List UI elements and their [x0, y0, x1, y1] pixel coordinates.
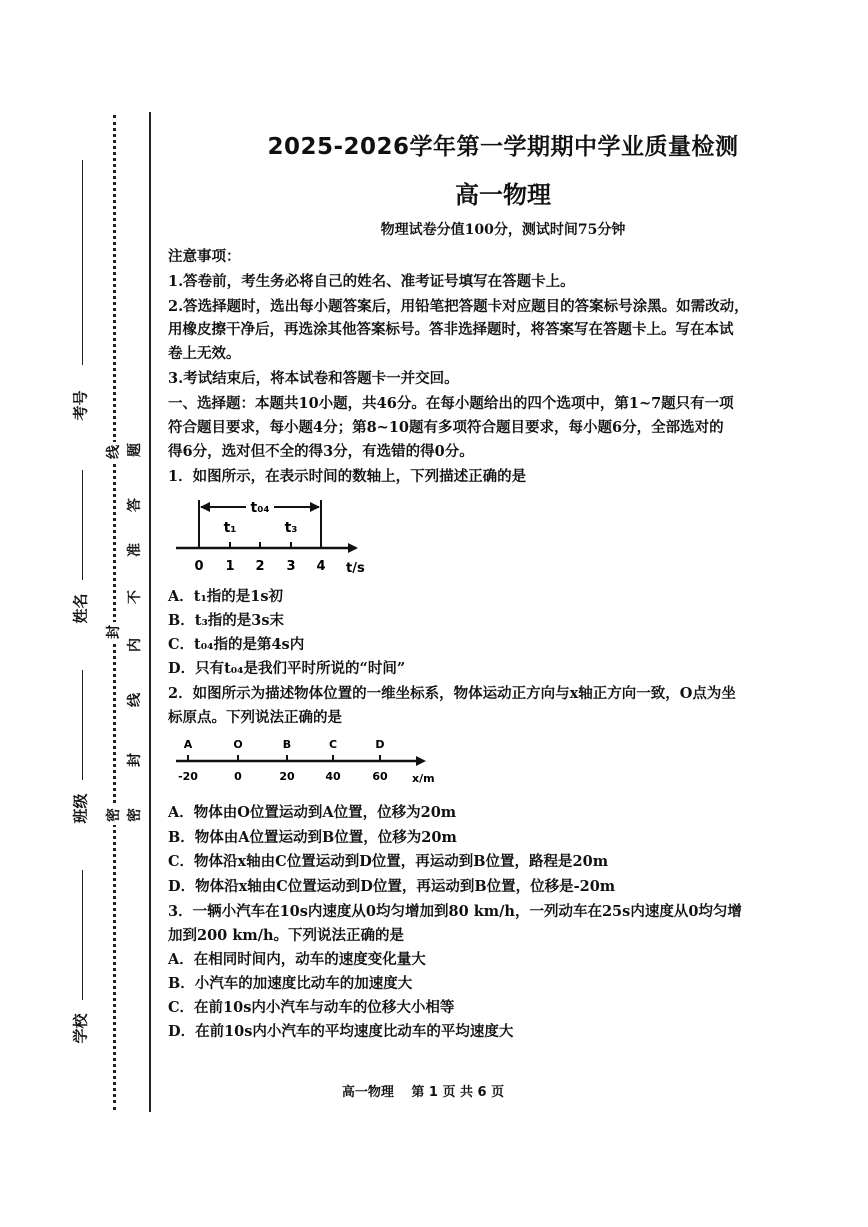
option-c: C．t₀₄指的是第4s内 [168, 636, 305, 653]
seal-char: 准 [127, 543, 143, 557]
question-stem: 3．一辆小汽车在10s内速度从0均匀增加到80 km/h，一列动车在25s内速度从0均匀增 [168, 903, 742, 920]
t1-label: t₁ [223, 520, 237, 536]
tick-label: 1 [225, 559, 235, 574]
exam-number-label: 考号 [71, 390, 90, 421]
point-label: C [328, 738, 338, 751]
seal-char: 不 [127, 590, 143, 604]
school-label: 学校 [71, 1013, 90, 1044]
seal-char: 封 [127, 753, 143, 767]
t3-label: t₃ [284, 520, 298, 536]
option-d: D．物体沿x轴由C位置运动到D位置，再运动到B位置，位移是-20m [168, 878, 616, 895]
notes-item: 2.答选择题时，选出每小题答案后，用铅笔把答题卡对应题目的答案标号涂黑。如需改动， [168, 298, 749, 315]
dotted-line-char: 线 [103, 442, 123, 462]
point-label: B [282, 738, 292, 751]
notes-heading: 注意事项： [168, 248, 241, 265]
notes-item: 3.考试结束后，将本试卷和答题卡一并交回。 [168, 370, 459, 387]
binding-solid-line [149, 112, 151, 1112]
axis-label: t/s [346, 561, 365, 576]
option-b: B．小汽车的加速度比动车的加速度大 [168, 975, 413, 992]
section-intro: 得6分，选对但不全的得3分，有选错的得0分。 [168, 443, 474, 460]
option-d: D．在前10s内小汽车的平均速度比动车的平均速度大 [168, 1023, 514, 1040]
value-label: 40 [325, 770, 341, 783]
notes-item: 卷上无效。 [168, 345, 241, 362]
tick-label: 2 [255, 559, 265, 574]
span-arrowhead-left [200, 502, 210, 512]
class-label: 班级 [71, 793, 90, 824]
option-a: A．在相同时间内，动车的速度变化量大 [168, 951, 426, 968]
option-a: A．物体由O位置运动到A位置，位移为20m [168, 804, 457, 821]
dotted-line-char: 密 [103, 805, 123, 825]
option-a: A．t₁指的是1s初 [168, 588, 284, 605]
question-stem: 2．如图所示为描述物体位置的一维坐标系，物体运动正方向与x轴正方向一致，O点为坐 [168, 685, 736, 702]
exam-info: 物理试卷分值100分，测试时间75分钟 [380, 222, 626, 238]
name-rule [82, 470, 83, 580]
school-field[interactable] [60, 860, 100, 1050]
option-c: C．物体沿x轴由C位置运动到D位置，再运动到B位置，路程是20m [168, 853, 609, 870]
class-field[interactable] [60, 660, 100, 830]
time-axis-figure [168, 490, 378, 580]
point-label: D [375, 738, 385, 751]
option-c: C．在前10s内小汽车与动车的位移大小相等 [168, 999, 455, 1016]
position-axis-figure [168, 735, 448, 790]
span-label: t₀₄ [250, 500, 270, 516]
binding-dotted-line [113, 115, 116, 1110]
span-arrowhead-right [310, 502, 320, 512]
seal-char: 线 [127, 693, 143, 707]
question-stem: 加到200 km/h。下列说法正确的是 [168, 927, 405, 944]
option-b: B．物体由A位置运动到B位置，位移为20m [168, 829, 457, 846]
seal-char: 密 [127, 808, 143, 822]
seal-char: 内 [127, 638, 143, 652]
name-label: 姓名 [71, 593, 90, 624]
tick-label: 3 [286, 559, 296, 574]
option-d: D．只有t₀₄是我们平时所说的“时间” [168, 660, 406, 677]
section-intro: 一、选择题：本题共10小题，共46分。在每小题给出的四个选项中，第1~7题只有一项 [168, 395, 734, 412]
exam-title: 2025-2026学年第一学期期中学业质量检测 [267, 134, 739, 160]
notes-item: 用橡皮擦干净后，再选涂其他答案标号。答非选择题时，将答案写在答题卡上。写在本试 [168, 321, 734, 338]
value-label: -20 [178, 770, 198, 783]
value-label: 0 [234, 770, 242, 783]
option-b: B．t₃指的是3s末 [168, 612, 285, 629]
x-axis-arrow [416, 756, 426, 766]
question-stem: 标原点。下列说法正确的是 [168, 709, 342, 726]
dotted-line-char: 封 [103, 622, 123, 642]
seal-char: 题 [127, 443, 143, 457]
section-intro: 符合题目要求，每小题4分；第8~10题有多项符合题目要求，每小题6分，全部选对的 [168, 419, 724, 436]
school-rule [82, 870, 83, 1000]
seal-char: 答 [127, 498, 143, 512]
exam-number-rule [82, 160, 83, 365]
point-label: A [183, 738, 193, 751]
axis-label: x/m [412, 772, 435, 785]
value-label: 20 [279, 770, 295, 783]
tick-label: 4 [316, 559, 326, 574]
value-label: 60 [372, 770, 388, 783]
page-footer: 高一物理 第 1 页 共 6 页 [341, 1085, 505, 1100]
point-label: O [233, 738, 243, 751]
binding-margin [0, 0, 160, 1227]
name-field[interactable] [60, 470, 100, 650]
notes-item: 1.答卷前，考生务必将自己的姓名、准考证号填写在答题卡上。 [168, 273, 575, 290]
class-rule [82, 670, 83, 780]
exam-subject: 高一物理 [455, 181, 551, 209]
exam-number-field[interactable] [60, 160, 100, 460]
question-stem: 1．如图所示，在表示时间的数轴上，下列描述正确的是 [168, 468, 527, 485]
tick-label: 0 [194, 559, 204, 574]
time-axis-arrow [348, 543, 358, 553]
